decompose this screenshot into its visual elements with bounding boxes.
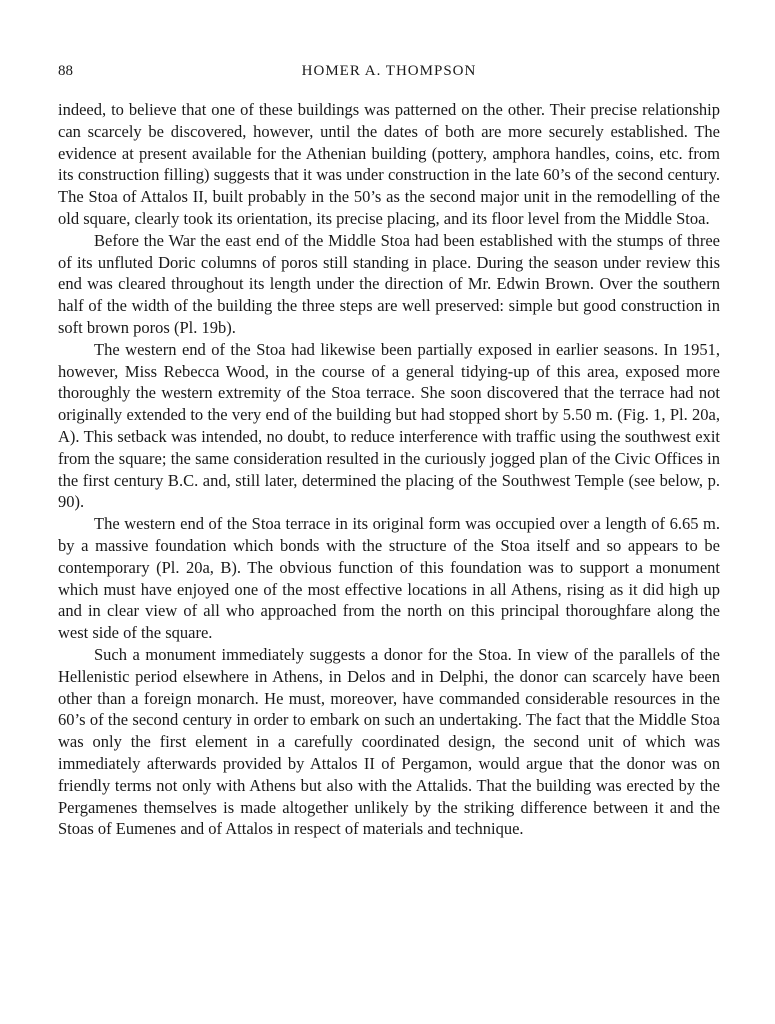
page-header bbox=[58, 63, 720, 85]
paragraph-donor: Such a monument immediately suggests a donor for the Stoa. In view of the parallels of the Hellenistic period elsewhere in Athens, in Delos and in Delphi, the donor can scarcely have been other than a foreign monarch. He must, moreover, have commanded considerable resources in the 60’s of the second century in order to embark on such an undertaking. The fact that the Middle Stoa was only the first element in a carefully coordinated design, the second unit of which was immediately afterwards provided by Attalos II of Pergamon, would argue that the donor was on friendly terms not only with Athens but also with the Attalids. That the building was erected by the Pergamenes themselves is made altogether unlikely by the striking difference between it and the Stoas of Eumenes and of Attalos in respect of materials and technique. bbox=[58, 644, 720, 839]
paragraph-continued: indeed, to believe that one of these buildings was patterned on the other. Their precise relationship can scarcely be discovered, however, until the dates of both are more securely established. The evidence at present available for the Athenian building (pottery, amphora handles, coins, etc. from its construction filling) suggests that it was under construction in the late 60’s of the second century. The Stoa of Attalos II, built probably in the 50’s as the second major unit in the remodelling of the old square, clearly took its orientation, its precise placing, and its floor level from the Middle Stoa. bbox=[58, 100, 720, 228]
running-head: HOMER A. THOMPSON bbox=[301, 63, 477, 79]
paragraph-foundation: The western end of the Stoa terrace in its original form was occupied over a length of 6.65 m. by a massive foundation which bonds with the structure of the Stoa itself and so appears to be contemporary (Pl. 20a, B). The obvious function of this foundation was to support a monument which must have enjoyed one of the most effective locations in all Athens, rising as it did high up and in clear view of all who approached from the north on this principal thoroughfare along the west side of the square. bbox=[58, 514, 720, 643]
paragraph-east-end: Before the War the east end of the Middle Stoa had been established with the stumps of three of its unfluted Doric columns of poros still standing in place. During the season under review this end was cleared throughout its length under the direction of Mr. Edwin Brown. Over the southern half of the width of the building the three steps are well preserved: simple but good construction in soft brown poros (Pl. 19b). bbox=[58, 230, 720, 337]
page-number: 88 bbox=[58, 63, 73, 79]
body-text bbox=[58, 99, 720, 840]
paragraph-western-end: The western end of the Stoa had likewise been partially exposed in earlier seasons. In 1951, however, Miss Rebecca Wood, in the course of a general tidying-up of this area, exposed more thoroughly the western extremity of the Stoa terrace. She soon discovered that the terrace had not originally extended to the very end of the building but had stopped short by 5.50 m. (Fig. 1, Pl. 20a, A). This setback was intended, no doubt, to reduce interference with traffic using the southwest exit from the square; the same consideration resulted in the curiously jogged plan of the Civic Offices in the first century B.C. and, still later, determined the placing of the Southwest Temple (see below, p. 90). bbox=[58, 339, 720, 512]
